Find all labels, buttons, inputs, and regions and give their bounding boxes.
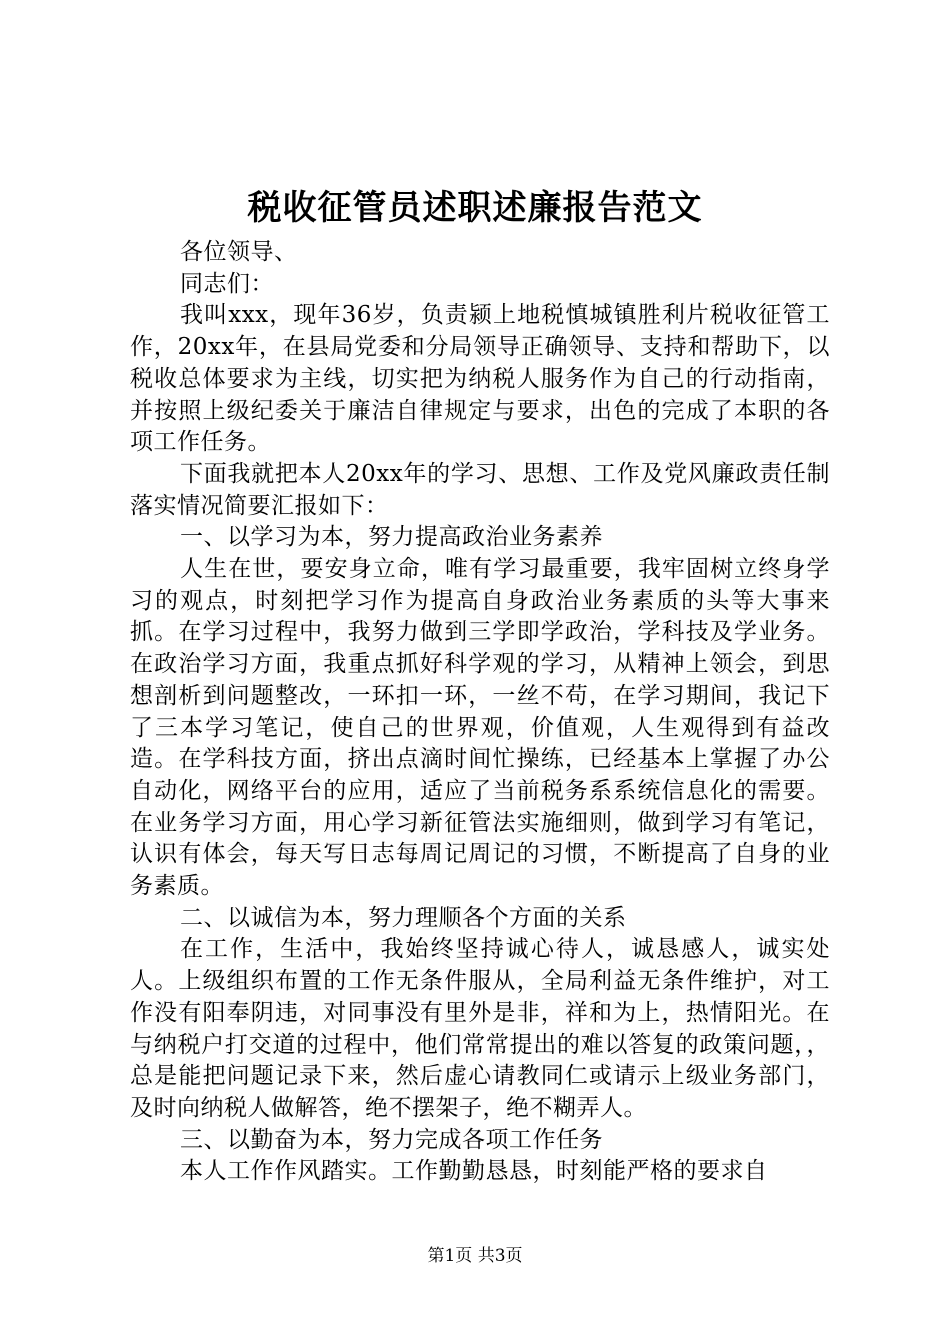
paragraph-diligence: 本人工作作风踏实。工作勤勤恳恳，时刻能严格的要求自 bbox=[180, 1158, 768, 1185]
paragraph-report-lead: 下面我就把本人20xx年的学习、思想、工作及党风廉政责任制落实情况简要汇报如下： bbox=[130, 460, 830, 519]
section-heading-diligence: 三、以勤奋为本，努力完成各项工作任务 bbox=[180, 1126, 603, 1153]
section-heading-integrity: 二、以诚信为本，努力理顺各个方面的关系 bbox=[180, 904, 627, 931]
paragraph-integrity: 在工作，生活中，我始终坚持诚心待人，诚恳感人，诚实处人。上级组织布置的工作无条件服从，全局利益无条件维护，对工作没有阳奉阴违，对同事没有里外是非，祥和为上，热情阳光。在与纳税户打交道的过程中，他们常常提出的难以答复的政策问题，，总是能把问题记录下来，然后虚心请教同仁或请示上级业务部门，及时向纳税人做解答，绝不摆架子，绝不糊弄人。 bbox=[130, 936, 830, 1121]
page-number-footer: 第1页 共3页 bbox=[427, 1246, 523, 1266]
salutation-leaders: 各位领导、 bbox=[180, 239, 298, 265]
paragraph-intro: 我叫xxx，现年36岁，负责颍上地税慎城镇胜利片税收征管工作，20xx年，在县局党委和分局领导正确领导、支持和帮助下，以税收总体要求为主线，切实把为纳税人服务作为自己的行动指南，并按照上级纪委关于廉洁自律规定与要求，出色的完成了本职的各项工作任务。 bbox=[130, 302, 830, 456]
paragraph-study: 人生在世，要安身立命，唯有学习最重要，我牢固树立终身学习的观点，时刻把学习作为提高自身政治业务素质的头等大事来抓。在学习过程中，我努力做到三学即学政治，学科技及学业务。在政治学习方面，我重点抓好科学观的学习，从精神上领会，到思想剖析到问题整改，一环扣一环，一丝不苟，在学习期间，我记下了三本学习笔记，使自己的世界观，价值观，人生观得到有益改造。在学科技方面，挤出点滴时间忙操练，已经基本上掌握了办公自动化，网络平台的应用，适应了当前税务系系统信息化的需要。在业务学习方面，用心学习新征管法实施细则，做到学习有笔记，认识有体会，每天写日志每周记周记的习惯，不断提高了自身的业务素质。 bbox=[130, 556, 830, 900]
section-heading-study: 一、以学习为本，努力提高政治业务素养 bbox=[180, 524, 603, 551]
salutation-comrades: 同志们： bbox=[180, 270, 274, 297]
document-body bbox=[130, 237, 830, 1188]
document-title: 税收征管员述职述廉报告范文 bbox=[247, 188, 703, 228]
